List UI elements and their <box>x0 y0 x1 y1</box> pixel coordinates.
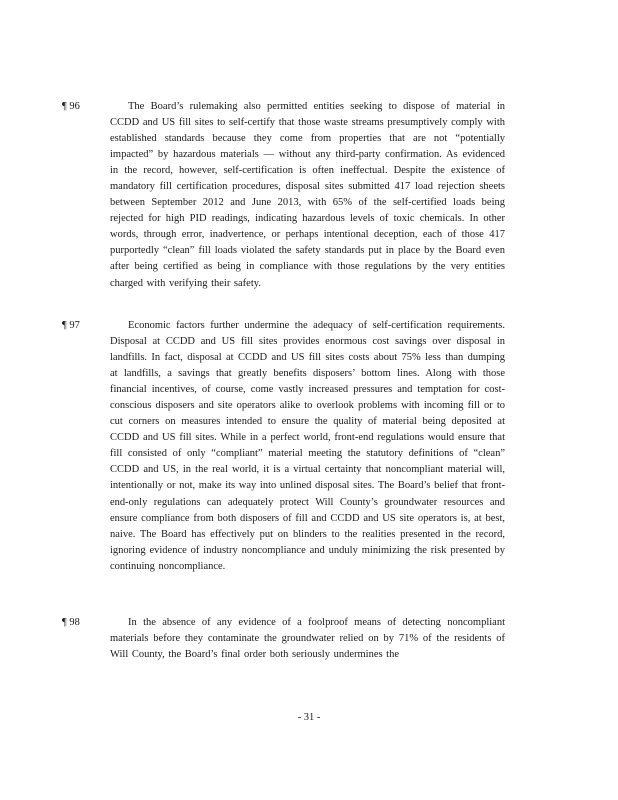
page-number: - 31 - <box>297 712 321 723</box>
paragraph-text: The Board’s rulemaking also permitted entities seeking to dispose of material in CCDD and US fill sites to self-certify that those waste streams presumptively comply with established standards because they come from properties that are not “potentially impacted” by hazardous materials — without any third-party confirmation. As evidenced in the record, however, self-certification is often ineffectual. Despite the existence of mandatory fill certification procedures, disposal sites submitted 417 load rejection sheets between September 2012 and June 2013, with 65% of the self-certified loads being rejected for high PID readings, indicating hazardous levels of toxic chemicals. In other words, through error, inadvertence, or perhaps intentional deception, each of those 417 purportedly “clean” fill loads violated the safety standards put in place by the Board even after being certified as being in compliance with those regulations by the very entities charged with verifying their safety. <box>110 101 505 289</box>
paragraph-number: ¶ 97 <box>62 320 80 331</box>
paragraph-text: In the absence of any evidence of a foolproof means of detecting noncompliant materials before they contaminate the groundwater relied on by 71% of the residents of Will County, the Board’s final order both seriously undermines the <box>110 617 505 661</box>
paragraph-number: ¶ 96 <box>62 101 80 112</box>
paragraph-text: Economic factors further undermine the adequacy of self-certification requirements. Disposal at CCDD and US fill sites provides enormous cost savings over disposal in landfills. In fact, disposal at CCDD and US fill sites costs about 75% less than dumping at landfills, a savings that greatly benefits disposers’ bottom lines. Along with those financial incentives, of course, come vastly increased pressures and temptation for cost-conscious disposers and site operators alike to overlook problems with incoming fill or to cut corners on measures intended to ensure the quality of material being deposited at CCDD and US fill sites. While in a perfect world, front-end regulations would ensure that fill consisted of only “compliant” material meeting the statutory definitions of “clean” CCDD and US, in the real world, it is a virtual certainty that noncompliant material will, intentionally or not, make its way into unlined disposal sites. The Board’s belief that front-end-only regulations can adequately protect Will County’s groundwater resources and ensure compliance from both disposers of fill and CCDD and US site operators is, at best, naive. The Board has effectively put on blinders to the realities presented in the record, ignoring evidence of industry noncompliance and unduly minimizing the risk presented by continuing noncompliance. <box>110 320 505 572</box>
paragraph-number: ¶ 98 <box>62 617 80 628</box>
